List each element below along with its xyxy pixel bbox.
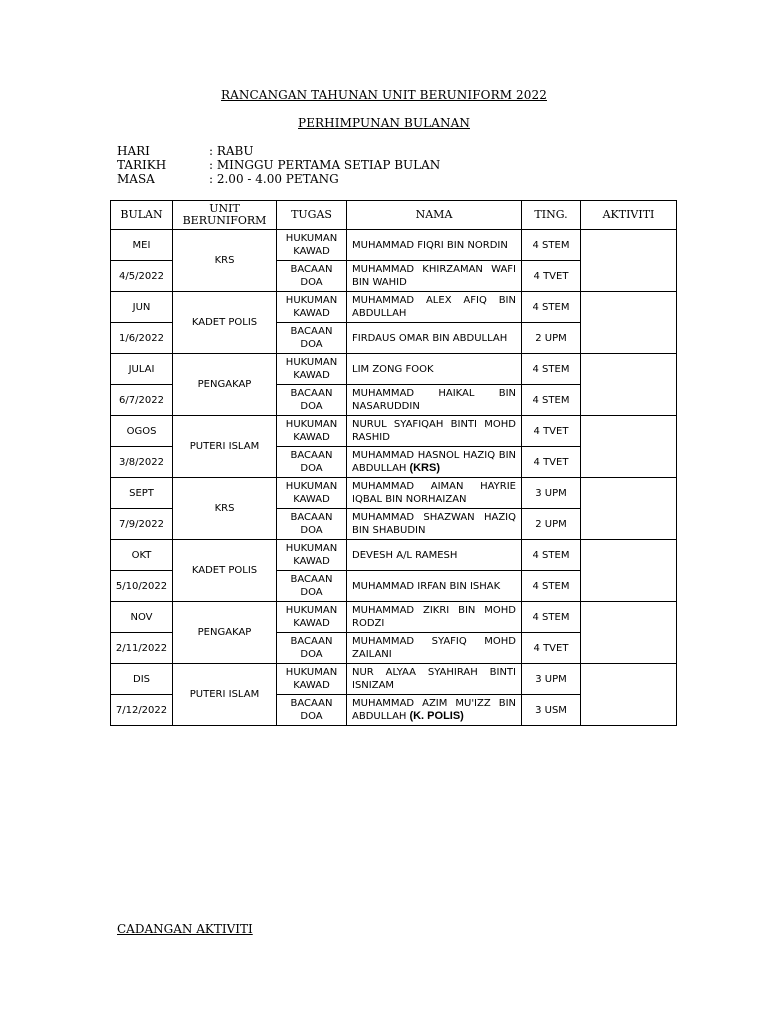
tugas-cell: BACAAN DOA	[277, 695, 347, 726]
ting-cell: 4 TVET	[522, 447, 581, 478]
nama-text: MUHAMMAD HASNOL HAZIQ BIN ABDULLAH	[352, 450, 516, 474]
tugas-cell: HUKUMAN KAWAD	[277, 354, 347, 385]
bulan-cell: NOV	[111, 602, 173, 633]
table-row	[111, 416, 677, 447]
tarikh-cell: 7/9/2022	[111, 509, 173, 540]
header-ting: TING.	[522, 201, 581, 230]
unit-cell: PUTERI ISLAM	[173, 664, 277, 726]
nama-text: MUHAMMAD IRFAN BIN ISHAK	[352, 580, 501, 592]
table-row	[111, 540, 677, 571]
ting-cell: 4 STEM	[522, 292, 581, 323]
aktiviti-cell	[581, 602, 677, 664]
bulan-cell: MEI	[111, 230, 173, 261]
tugas-cell: HUKUMAN KAWAD	[277, 664, 347, 695]
nama-text: FIRDAUS OMAR BIN ABDULLAH	[352, 332, 508, 344]
nama-cell	[347, 385, 522, 416]
info-label: MASA	[117, 172, 155, 186]
ting-cell: 2 UPM	[522, 509, 581, 540]
nama-cell	[347, 540, 522, 571]
ting-cell: 4 TVET	[522, 633, 581, 664]
ting-cell: 3 UPM	[522, 478, 581, 509]
nama-text: NURUL SYAFIQAH BINTI MOHD RASHID	[352, 419, 516, 443]
aktiviti-cell	[581, 292, 677, 354]
aktiviti-cell	[581, 230, 677, 292]
ting-cell: 4 STEM	[522, 602, 581, 633]
nama-text: NUR ALYAA SYAHIRAH BINTI ISNIZAM	[352, 667, 516, 691]
info-row-tarikh	[117, 158, 440, 172]
nama-cell	[347, 633, 522, 664]
aktiviti-cell	[581, 478, 677, 540]
unit-cell: PENGAKAP	[173, 354, 277, 416]
nama-text: MUHAMMAD AIMAN HAYRIE IQBAL BIN NORHAIZAN	[352, 481, 516, 505]
header-nama: NAMA	[347, 201, 522, 230]
table-row	[111, 230, 677, 261]
tugas-cell: HUKUMAN KAWAD	[277, 540, 347, 571]
bulan-cell: SEPT	[111, 478, 173, 509]
nama-cell	[347, 478, 522, 509]
ting-cell: 3 USM	[522, 695, 581, 726]
tugas-cell: BACAAN DOA	[277, 633, 347, 664]
unit-cell: KADET POLIS	[173, 540, 277, 602]
nama-text: DEVESH A/L RAMESH	[352, 549, 458, 561]
info-block	[117, 144, 440, 186]
unit-tag: (KRS)	[409, 462, 441, 474]
nama-cell	[347, 261, 522, 292]
tarikh-cell: 3/8/2022	[111, 447, 173, 478]
bulan-cell: OKT	[111, 540, 173, 571]
ting-cell: 3 UPM	[522, 664, 581, 695]
nama-cell	[347, 509, 522, 540]
info-value: : MINGGU PERTAMA SETIAP BULAN	[209, 158, 441, 172]
bulan-cell: JULAI	[111, 354, 173, 385]
nama-text: MUHAMMAD ALEX AFIQ BIN ABDULLAH	[352, 295, 516, 319]
nama-cell	[347, 571, 522, 602]
document-subtitle: PERHIMPUNAN BULANAN	[298, 116, 470, 130]
aktiviti-cell	[581, 540, 677, 602]
nama-text: MUHAMMAD FIQRI BIN NORDIN	[352, 239, 508, 251]
tugas-cell: BACAAN DOA	[277, 509, 347, 540]
nama-cell	[347, 664, 522, 695]
ting-cell: 4 STEM	[522, 385, 581, 416]
unit-tag: (K. POLIS)	[409, 710, 464, 722]
tarikh-cell: 5/10/2022	[111, 571, 173, 602]
nama-cell	[347, 230, 522, 261]
info-label: TARIKH	[117, 158, 167, 172]
tarikh-cell: 2/11/2022	[111, 633, 173, 664]
nama-cell	[347, 416, 522, 447]
nama-cell	[347, 695, 522, 726]
unit-cell: KRS	[173, 478, 277, 540]
table-row	[111, 478, 677, 509]
tarikh-cell: 7/12/2022	[111, 695, 173, 726]
ting-cell: 4 TVET	[522, 416, 581, 447]
tugas-cell: BACAAN DOA	[277, 261, 347, 292]
nama-text: MUHAMMAD AZIM MU'IZZ BIN ABDULLAH	[352, 698, 516, 722]
tugas-cell: BACAAN DOA	[277, 571, 347, 602]
tugas-cell: HUKUMAN KAWAD	[277, 292, 347, 323]
nama-text: LIM ZONG FOOK	[352, 363, 434, 375]
unit-cell: KADET POLIS	[173, 292, 277, 354]
ting-cell: 4 STEM	[522, 354, 581, 385]
info-row-hari	[117, 144, 440, 158]
table-row	[111, 354, 677, 385]
tarikh-cell: 1/6/2022	[111, 323, 173, 354]
tugas-cell: BACAAN DOA	[277, 447, 347, 478]
nama-cell	[347, 292, 522, 323]
tarikh-cell: 6/7/2022	[111, 385, 173, 416]
table-body	[111, 230, 677, 726]
header-bulan: BULAN	[111, 201, 173, 230]
info-value: : RABU	[209, 144, 254, 158]
nama-text: MUHAMMAD HAIKAL BIN NASARUDDIN	[352, 388, 516, 412]
tugas-cell: HUKUMAN KAWAD	[277, 416, 347, 447]
info-value: : 2.00 - 4.00 PETANG	[209, 172, 339, 186]
tugas-cell: HUKUMAN KAWAD	[277, 230, 347, 261]
ting-cell: 4 TVET	[522, 261, 581, 292]
header-tugas: TUGAS	[277, 201, 347, 230]
unit-cell: PENGAKAP	[173, 602, 277, 664]
aktiviti-cell	[581, 354, 677, 416]
tugas-cell: HUKUMAN KAWAD	[277, 602, 347, 633]
cadangan-aktiviti-heading: CADANGAN AKTIVITI	[117, 922, 253, 936]
nama-cell	[347, 602, 522, 633]
tugas-cell: BACAAN DOA	[277, 385, 347, 416]
ting-cell: 4 STEM	[522, 230, 581, 261]
document-title: RANCANGAN TAHUNAN UNIT BERUNIFORM 2022	[221, 88, 547, 102]
ting-cell: 4 STEM	[522, 571, 581, 602]
nama-text: MUHAMMAD SHAZWAN HAZIQ BIN SHABUDIN	[352, 512, 516, 536]
table-row	[111, 602, 677, 633]
header-unit: UNIT BERUNIFORM	[173, 201, 277, 230]
aktiviti-cell	[581, 664, 677, 726]
header-aktiviti: AKTIVITI	[581, 201, 677, 230]
schedule-table	[110, 200, 677, 726]
bulan-cell: JUN	[111, 292, 173, 323]
bulan-cell: OGOS	[111, 416, 173, 447]
ting-cell: 4 STEM	[522, 540, 581, 571]
nama-cell	[347, 447, 522, 478]
bulan-cell: DIS	[111, 664, 173, 695]
tugas-cell: BACAAN DOA	[277, 323, 347, 354]
nama-text: MUHAMMAD SYAFIQ MOHD ZAILANI	[352, 636, 516, 660]
table-row	[111, 292, 677, 323]
info-label: HARI	[117, 144, 150, 158]
nama-cell	[347, 354, 522, 385]
info-row-masa	[117, 172, 440, 186]
table-row	[111, 664, 677, 695]
table-header-row	[111, 201, 677, 230]
tarikh-cell: 4/5/2022	[111, 261, 173, 292]
aktiviti-cell	[581, 416, 677, 478]
unit-cell: PUTERI ISLAM	[173, 416, 277, 478]
tugas-cell: HUKUMAN KAWAD	[277, 478, 347, 509]
nama-text: MUHAMMAD ZIKRI BIN MOHD RODZI	[352, 605, 516, 629]
unit-cell: KRS	[173, 230, 277, 292]
ting-cell: 2 UPM	[522, 323, 581, 354]
nama-cell	[347, 323, 522, 354]
nama-text: MUHAMMAD KHIRZAMAN WAFI BIN WAHID	[352, 264, 516, 288]
